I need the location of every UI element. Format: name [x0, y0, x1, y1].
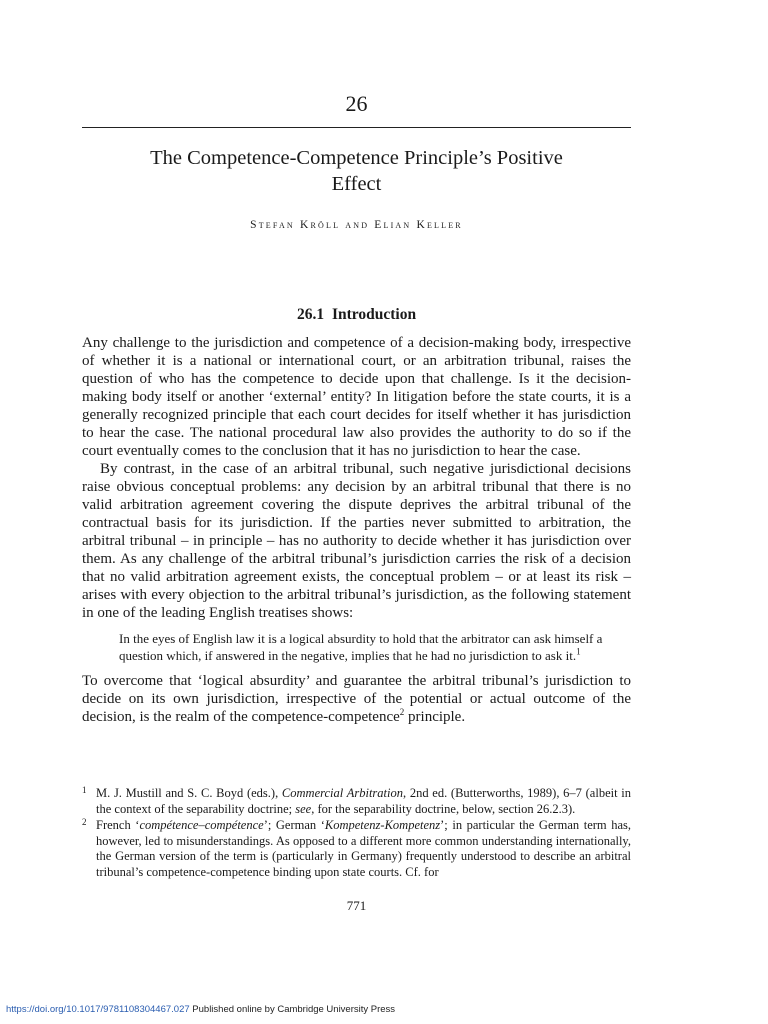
chapter-number: 26 — [345, 91, 368, 116]
footer-doi-line — [6, 1004, 395, 1016]
footnote-2-mid: ’; German ‘ — [263, 818, 325, 832]
footnote-1-mark: 1 — [82, 785, 87, 795]
footnote-ref-1[interactable]: 1 — [576, 646, 581, 657]
chapter-title-line-2: Effect — [331, 173, 382, 195]
footnote-2-pre: French ‘ — [96, 818, 140, 832]
footnote-1-rest-a: , 2nd ed. (Butterworths, 1989), 6–7 (albeit in the context of the separability doctrine; — [96, 786, 631, 816]
paragraph-3-text-b: principle. — [404, 709, 466, 725]
block-quote — [119, 630, 609, 664]
footnote-1-rest-b: , for the separability doctrine, below, section 26.2.3). — [311, 801, 576, 816]
paragraph-2: By contrast, in the case of an arbitral tribunal, such negative jurisdictional decisions raise obvious conceptual problems: any decision by an arbitral tribunal that there is no valid arbitration agreement covering the dispute deprives the arbitral tribunal of the contractual basis for its jurisdiction. If the parties never submitted to arbitration, the arbitral tribunal – in principle – has no authority to decide whether it has jurisdiction over them. As any challenge of the arbitral tribunal’s jurisdiction carries the risk of a decision that no valid arbitration agreement exists, the conceptual problem – or at least its risk – arises with every objection to the arbitral tribunal’s jurisdiction, as the following statement in one of the leading English treatises shows: — [82, 461, 631, 621]
footnote-1-work: Commercial Arbitration — [281, 786, 403, 800]
footnote-1-see: see — [295, 801, 312, 816]
footnote-1 — [82, 786, 631, 817]
body-text — [82, 334, 631, 726]
footnote-2 — [82, 818, 631, 880]
section-number: 26.1 — [296, 306, 325, 323]
paragraph-3 — [82, 672, 631, 726]
block-quote-text: In the eyes of English law it is a logical absurdity to hold that the arbitrator can ask himself a question which, if answered in the negative, implies that he had no jurisdiction to ask it. — [119, 631, 603, 663]
footnote-2-mark: 2 — [82, 817, 87, 827]
section-title: Introduction — [331, 306, 417, 323]
footnotes — [82, 786, 631, 881]
footnote-2-term-german: Kompetenz-Kompetenz — [324, 818, 441, 832]
chapter-title — [82, 145, 631, 197]
page-number: 771 — [346, 898, 367, 913]
section-heading — [82, 305, 631, 325]
chapter-rule — [82, 127, 631, 128]
chapter-title-line-1: The Competence-Competence Principle’s Positive — [150, 147, 563, 169]
published-note: Published online by Cambridge University Press — [189, 1004, 396, 1015]
footnote-1-authors: M. J. Mustill and S. C. Boyd (eds.), — [96, 786, 282, 800]
chapter-authors: Stefan Kröll and Elian Keller — [250, 219, 463, 231]
paragraph-3-text-a: To overcome that ‘logical absurdity’ and guarantee the arbitral tribunal’s jurisdiction to decide on its own jurisdiction, irrespective of the potential or actual outcome of the decision, is the realm of the competence-competence — [82, 673, 631, 725]
doi-link[interactable]: https://doi.org/10.1017/9781108304467.027 — [6, 1004, 190, 1015]
footnote-ref-2[interactable]: 2 — [399, 707, 405, 717]
footnote-2-term-french: compétence–compétence — [139, 818, 264, 832]
footnote-2-rest: ’; in particular the German term has, however, led to misunderstandings. As opposed to a different more common understanding internationally, the German version of the term is (particularly in Germany) frequently understood to describe an arbitral tribunal’s competence-competence binding upon state courts. Cf. for — [96, 818, 631, 879]
paragraph-1: Any challenge to the jurisdiction and competence of a decision-making body, irrespective of whether it is a national or international court, or an arbitration tribunal, raises the question of who has the competence to decide upon that challenge. Is it the decision-making body itself or another ‘external’ entity? In litigation before the state courts, it is a generally recognized principle that each court decides for itself whether it has jurisdiction to hear the case. The national procedural law also provides the authority to do so if the court eventually comes to the conclusion that it has no jurisdiction to hear the case. — [82, 335, 631, 459]
